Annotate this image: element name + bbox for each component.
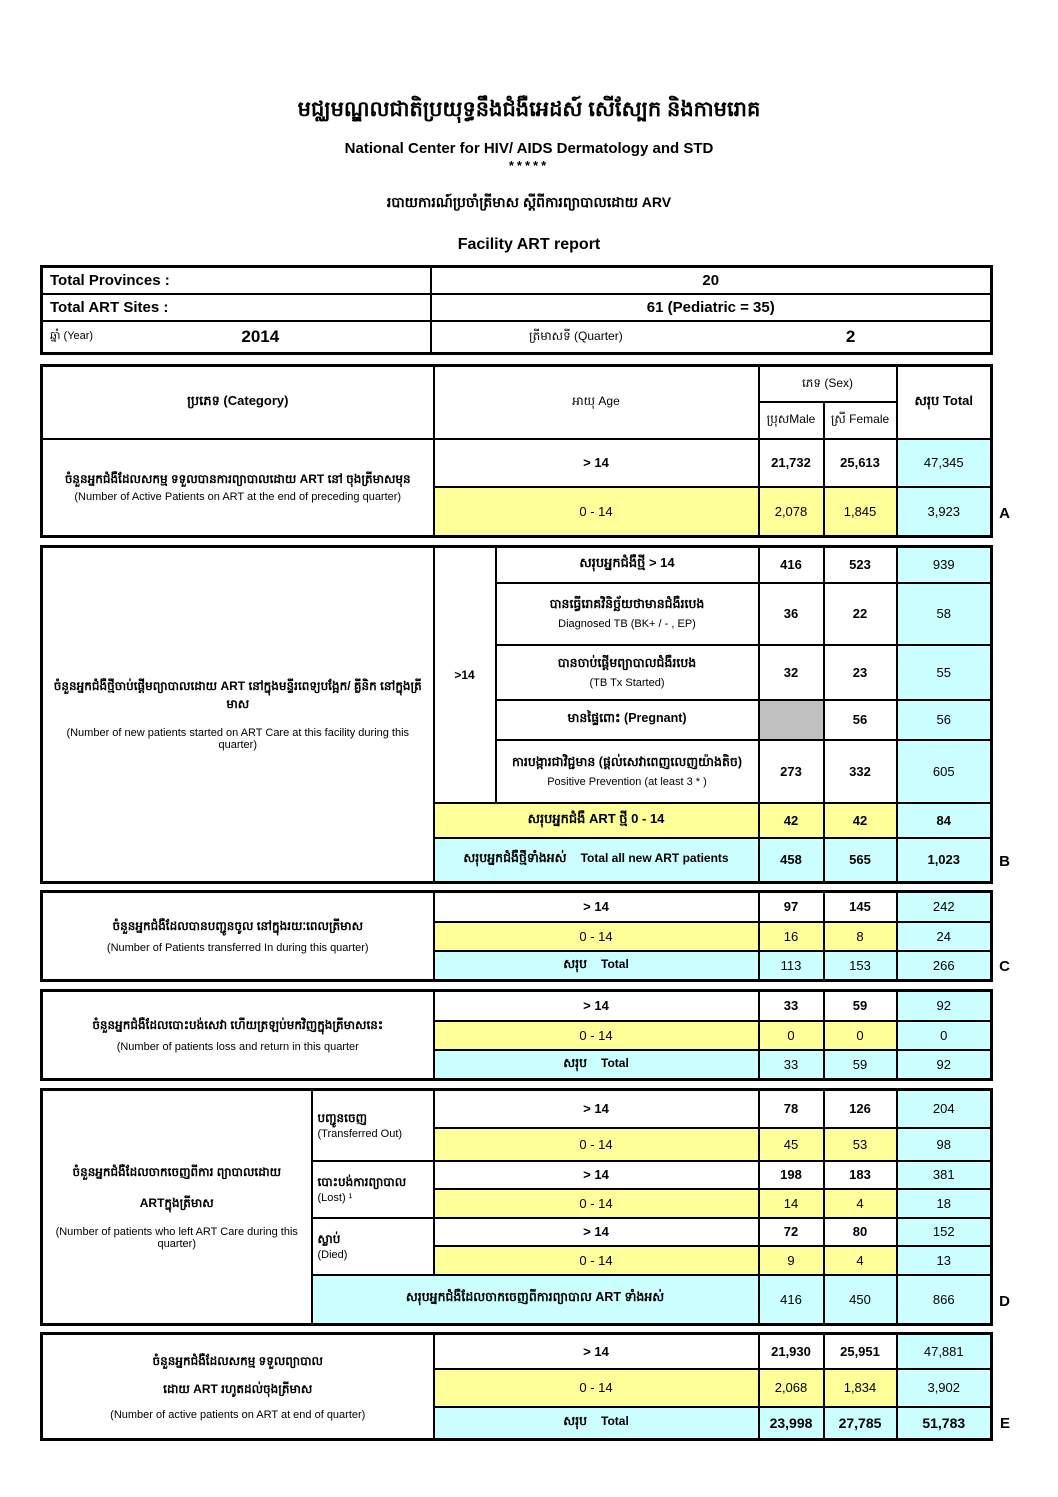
- lr-total-label-khmer: សរុប: [563, 1055, 588, 1070]
- b-row-pregnant-female: 56: [824, 700, 897, 740]
- table-row: [42, 892, 992, 922]
- b-row-tbdiagnosed-female: 22: [824, 583, 897, 645]
- column-header-age: អាយុ Age: [434, 366, 759, 439]
- c-total-female: 153: [824, 951, 897, 981]
- d-lost-label: [312, 1161, 434, 1218]
- b-total-label: [434, 838, 759, 883]
- d-transferred-out-english: (Transferred Out): [317, 1128, 403, 1141]
- section-b-table: [40, 545, 993, 884]
- c-over14-total: 242: [897, 892, 992, 922]
- d-died-over14-total: 152: [897, 1218, 992, 1246]
- table-row: [42, 439, 992, 487]
- lr-total-label: [434, 1050, 759, 1080]
- c-over14-male: 97: [759, 892, 824, 922]
- section-b: [40, 545, 1010, 884]
- e-over14-age: > 14: [434, 1334, 759, 1369]
- section-c-table: [40, 890, 993, 982]
- e-total-female: 27,785: [824, 1407, 897, 1440]
- b-row-tbstarted-total: 55: [897, 645, 992, 700]
- section-loss-return-category-khmer: ចំនួនអ្នកជំងឺដែលបោះបង់សេវា ហើយត្រឡប់មកវិញក្នុងត្រីមាសនេះ: [92, 1018, 384, 1032]
- b-row-tbdiagnosed-male: 36: [759, 583, 824, 645]
- section-b-category: [42, 547, 434, 883]
- quarter-value: 2: [845, 326, 856, 346]
- d-lost-over14-total: 381: [897, 1161, 992, 1189]
- d-died-under14-male: 9: [759, 1246, 824, 1275]
- year-value: 2014: [241, 326, 280, 346]
- b-subtotal-label: សរុបអ្នកជំងឺ ART ថ្មី 0 - 14: [434, 803, 759, 838]
- e-total-label-english: Total: [601, 1414, 629, 1429]
- b-age-group: >14: [434, 547, 496, 803]
- table-row: [42, 1334, 992, 1369]
- marker-d: D: [999, 1293, 1010, 1310]
- b-row-posprev-total: 605: [897, 740, 992, 803]
- report-body: [40, 265, 1010, 1441]
- c-total-label: [434, 951, 759, 981]
- section-d-table: [40, 1088, 993, 1326]
- b-row-newpatients-total: 939: [897, 547, 992, 583]
- e-over14-total: 47,881: [897, 1334, 992, 1369]
- d-to-under14-age: 0 - 14: [434, 1128, 759, 1161]
- d-died-under14-female: 4: [824, 1246, 897, 1275]
- section-a-table: [40, 364, 993, 538]
- year-group: [45, 327, 428, 347]
- section-c-category-english: (Number of Patients transferred In during this quarter): [106, 942, 369, 954]
- table-row: [42, 267, 992, 294]
- d-died-khmer: ស្លាប់: [317, 1232, 341, 1246]
- b-row-posprev-khmer: ការបង្ការជាវិជ្ជមាន (ផ្តល់សេវាពេញលេញយ៉ាងតិច): [512, 754, 742, 769]
- b-row-tbstarted-male: 32: [759, 645, 824, 700]
- d-died-over14-male: 72: [759, 1218, 824, 1246]
- b-total-female: 565: [824, 838, 897, 883]
- column-header-male: ប្រុសMale: [759, 402, 824, 439]
- e-total-total: 51,783: [897, 1407, 992, 1440]
- b-row-newpatients-khmer: សរុបអ្នកជំងឺថ្មី > 14: [579, 555, 675, 571]
- d-to-over14-male: 78: [759, 1090, 824, 1128]
- lr-total-male: 33: [759, 1050, 824, 1080]
- section-e-table: [40, 1332, 993, 1441]
- total-provinces-value: 20: [431, 267, 992, 294]
- c-under14-age: 0 - 14: [434, 922, 759, 951]
- d-lost-over14-female: 183: [824, 1161, 897, 1189]
- lr-total-total: 92: [897, 1050, 992, 1080]
- e-total-male: 23,998: [759, 1407, 824, 1440]
- quarter-group: [434, 327, 989, 347]
- a-over14-female: 25,613: [824, 439, 897, 487]
- c-total-total: 266: [897, 951, 992, 981]
- table-row: [42, 294, 992, 321]
- d-to-over14-female: 126: [824, 1090, 897, 1128]
- b-row-newpatients-label: [496, 547, 759, 583]
- section-c: [40, 890, 1010, 982]
- b-subtotal-total: 84: [897, 803, 992, 838]
- e-over14-male: 21,930: [759, 1334, 824, 1369]
- stars-divider: *****: [508, 158, 550, 173]
- e-total-label-khmer: សរុប: [563, 1414, 588, 1429]
- lr-under14-age: 0 - 14: [434, 1021, 759, 1050]
- d-lost-english: (Lost) ¹: [317, 1192, 353, 1204]
- section-b-category-english: (Number of new patients started on ART Care at this facility during this quarter): [66, 727, 410, 751]
- lr-over14-total: 92: [897, 991, 992, 1021]
- e-over14-female: 25,951: [824, 1334, 897, 1369]
- e-under14-female: 1,834: [824, 1369, 897, 1407]
- d-transferred-out-label: [312, 1090, 434, 1161]
- e-under14-male: 2,068: [759, 1369, 824, 1407]
- b-total-total: 1,023: [897, 838, 992, 883]
- a-under14-total: 3,923: [897, 487, 992, 537]
- table-row: [42, 991, 992, 1021]
- lr-under14-male: 0: [759, 1021, 824, 1050]
- total-provinces-label: Total Provinces :: [42, 267, 431, 294]
- lr-over14-male: 33: [759, 991, 824, 1021]
- b-row-posprev-english: Positive Prevention (at least 3 * ): [547, 775, 707, 788]
- c-under14-total: 24: [897, 922, 992, 951]
- section-a: [40, 364, 1010, 538]
- d-lost-under14-male: 14: [759, 1189, 824, 1218]
- b-row-tbstarted-label: [496, 645, 759, 700]
- table-row: [42, 321, 992, 354]
- quarter-label: ត្រីមាសទី (Quarter): [529, 328, 623, 343]
- section-c-category-khmer: ចំនួនអ្នកជំងឺដែលបានបញ្ជូនចូល នៅក្នុងរយៈពេលត្រីមាស: [112, 919, 363, 933]
- c-over14-age: > 14: [434, 892, 759, 922]
- a-over14-age: > 14: [434, 439, 759, 487]
- section-loss-return-category-english: (Number of patients loss and return in this quarter: [116, 1041, 359, 1053]
- c-total-male: 113: [759, 951, 824, 981]
- section-b-category-khmer: ចំនួនអ្នកជំងឺថ្មីចាប់ផ្តើមព្យាបាលដោយ ART នៅក្នុងមន្ទីរពេទ្យបង្អែក/ គ្លីនិក នៅក្នុងត្រីមាស: [53, 679, 422, 711]
- column-header-female: ស្រី Female: [824, 402, 897, 439]
- section-e-category-khmer-2: ដោយ ART រហូតដល់ចុងត្រីមាស: [163, 1381, 313, 1396]
- lr-under14-female: 0: [824, 1021, 897, 1050]
- b-row-posprev-label: [496, 740, 759, 803]
- b-row-newpatients-male: 416: [759, 547, 824, 583]
- a-under14-male: 2,078: [759, 487, 824, 537]
- section-a-category: [42, 439, 434, 537]
- column-header-category: ប្រភេទ (Category): [42, 366, 434, 439]
- d-died-under14-total: 13: [897, 1246, 992, 1275]
- marker-b: B: [999, 853, 1010, 870]
- b-row-pregnant-label: [496, 700, 759, 740]
- org-title-english: National Center for HIV/ AIDS Dermatology and STD: [344, 140, 714, 157]
- d-lost-under14-total: 18: [897, 1189, 992, 1218]
- section-a-category-english: (Number of Active Patients on ART at the end of preceding quarter): [74, 491, 402, 504]
- section-loss-return: [40, 989, 990, 1081]
- summary-info-table: [40, 265, 993, 355]
- b-subtotal-female: 42: [824, 803, 897, 838]
- c-under14-male: 16: [759, 922, 824, 951]
- section-loss-return-table: [40, 989, 993, 1081]
- quarter-cell: [431, 321, 992, 354]
- b-row-pregnant-male-na: [759, 700, 824, 740]
- lr-over14-female: 59: [824, 991, 897, 1021]
- b-row-pregnant-khmer: មានផ្ទៃពោះ (Pregnant): [567, 710, 687, 725]
- section-c-category: [42, 892, 434, 981]
- c-over14-female: 145: [824, 892, 897, 922]
- a-under14-age: 0 - 14: [434, 487, 759, 537]
- c-under14-female: 8: [824, 922, 897, 951]
- total-art-sites-value: 61 (Pediatric = 35): [431, 294, 992, 321]
- d-died-under14-age: 0 - 14: [434, 1246, 759, 1275]
- org-title-khmer: មជ្ឈមណ្ឌលជាតិប្រយុទ្ធនឹងជំងឺអេដស៍ សើស្បែក និងកាមរោគ: [297, 98, 761, 121]
- d-lost-under14-age: 0 - 14: [434, 1189, 759, 1218]
- d-to-over14-age: > 14: [434, 1090, 759, 1128]
- column-header-total: សរុប Total: [897, 366, 992, 439]
- year-cell: [42, 321, 431, 354]
- a-over14-male: 21,732: [759, 439, 824, 487]
- d-lost-over14-age: > 14: [434, 1161, 759, 1189]
- e-under14-total: 3,902: [897, 1369, 992, 1407]
- section-loss-return-category: [42, 991, 434, 1080]
- d-to-under14-male: 45: [759, 1128, 824, 1161]
- d-died-over14-age: > 14: [434, 1218, 759, 1246]
- b-total-label-khmer: សរុបអ្នកជំងឺថ្មីទាំងអស់: [463, 851, 567, 866]
- section-d: [40, 1088, 1010, 1326]
- section-d-category: [42, 1090, 312, 1325]
- a-under14-female: 1,845: [824, 487, 897, 537]
- b-row-tbstarted-khmer: បានចាប់ផ្តើមព្យាបាលជំងឺរបេង: [557, 655, 697, 670]
- e-under14-age: 0 - 14: [434, 1369, 759, 1407]
- table-row: [42, 366, 992, 402]
- e-total-label: [434, 1407, 759, 1440]
- d-total-female: 450: [824, 1275, 897, 1325]
- d-died-label: [312, 1218, 434, 1275]
- lr-under14-total: 0: [897, 1021, 992, 1050]
- c-total-label-khmer: សរុប: [563, 956, 588, 971]
- table-row: [42, 1090, 992, 1128]
- b-row-tbdiagnosed-khmer: បានធ្វើរោគវិនិច្ឆ័យថាមានជំងឺរបេង: [549, 597, 705, 611]
- marker-a: A: [999, 505, 1010, 522]
- d-died-english: (Died): [317, 1249, 348, 1261]
- b-row-tbdiagnosed-total: 58: [897, 583, 992, 645]
- b-row-posprev-female: 332: [824, 740, 897, 803]
- lr-over14-age: > 14: [434, 991, 759, 1021]
- d-total-total: 866: [897, 1275, 992, 1325]
- b-row-tbstarted-english: (TB Tx Started): [589, 676, 665, 689]
- d-died-over14-female: 80: [824, 1218, 897, 1246]
- d-total-label: សរុបអ្នកជំងឺដែលចាកចេញពីការព្យាបាល ART ទាំងអស់: [312, 1275, 759, 1325]
- section-d-category-khmer-1: ចំនួនអ្នកជំងឺដែលចាកចេញពីការ ព្យាបាលដោយ: [72, 1165, 282, 1179]
- d-total-male: 416: [759, 1275, 824, 1325]
- b-subtotal-male: 42: [759, 803, 824, 838]
- b-row-newpatients-female: 523: [824, 547, 897, 583]
- section-e-category-english: (Number of active patients on ART at end of quarter): [110, 1408, 366, 1421]
- column-header-sex: ភេទ (Sex): [759, 366, 897, 402]
- d-to-over14-total: 204: [897, 1090, 992, 1128]
- b-total-label-english: Total all new ART patients: [580, 851, 729, 866]
- b-row-pregnant-total: 56: [897, 700, 992, 740]
- c-total-label-english: Total: [601, 956, 629, 971]
- section-a-category-khmer: ចំនួនអ្នកជំងឺដែលសកម្ម ទទួលបានការព្យាបាលដោយ ART នៅ ចុងត្រីមាសមុន: [64, 472, 411, 487]
- d-to-under14-female: 53: [824, 1128, 897, 1161]
- section-d-category-english: (Number of patients who left ART Care during this quarter): [55, 1226, 298, 1250]
- report-title: Facility ART report: [457, 236, 601, 253]
- a-over14-total: 47,345: [897, 439, 992, 487]
- marker-c: C: [999, 958, 1010, 975]
- d-transferred-out-khmer: បញ្ជូនចេញ: [317, 1111, 368, 1126]
- lr-total-female: 59: [824, 1050, 897, 1080]
- report-subtitle-khmer: របាយការណ៍ប្រចាំត្រីមាស ស្តីពីការព្យាបាលដោយ ARV: [386, 194, 672, 210]
- year-label: ឆ្នាំ (Year): [50, 329, 94, 342]
- table-row: [42, 547, 992, 583]
- d-lost-over14-male: 198: [759, 1161, 824, 1189]
- lr-total-label-english: Total: [601, 1055, 629, 1070]
- d-lost-khmer: បោះបង់ការព្យាបាល: [317, 1175, 407, 1189]
- section-d-category-khmer-2: ARTក្នុងត្រីមាស: [139, 1196, 214, 1210]
- b-row-posprev-male: 273: [759, 740, 824, 803]
- b-row-tbdiagnosed-label: [496, 583, 759, 645]
- section-e: [40, 1332, 1010, 1441]
- marker-e: E: [999, 1415, 1010, 1432]
- d-to-under14-total: 98: [897, 1128, 992, 1161]
- total-art-sites-label: Total ART Sites :: [42, 294, 431, 321]
- section-e-category: [42, 1334, 434, 1440]
- report-header: [0, 0, 1058, 254]
- section-e-category-khmer-1: ចំនួនអ្នកជំងឺដែលសកម្ម ទទួលព្យាបាល: [152, 1353, 323, 1368]
- b-total-male: 458: [759, 838, 824, 883]
- b-row-tbstarted-female: 23: [824, 645, 897, 700]
- d-lost-under14-female: 4: [824, 1189, 897, 1218]
- b-row-tbdiagnosed-english: Diagnosed TB (BK+ / - , EP): [558, 618, 696, 630]
